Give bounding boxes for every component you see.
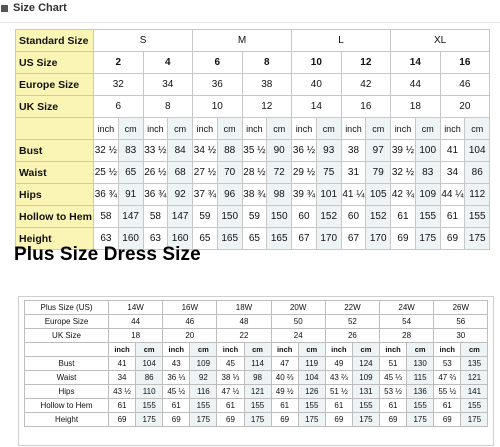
unit-cell: inch [292,118,317,140]
size-cell: 36 [193,74,243,96]
measurement-cell: 110 [136,385,163,399]
size-cell: 6 [94,96,144,118]
table-row [25,385,488,399]
measurement-cell: 98 [244,371,271,385]
table-row [16,184,490,206]
measurement-cell: 35 ½ [242,140,267,162]
measurement-cell: 170 [316,228,341,250]
measurement-cell: 155 [298,399,325,413]
size-group-cell: L [292,30,391,52]
measurement-cell: 43 ½ [109,385,136,399]
measurement-cell: 101 [316,184,341,206]
measurement-cell: 175 [244,413,271,427]
measurement-cell: 25 ½ [94,162,119,184]
measurement-cell: 47 [271,357,298,371]
measurement-cell: 90 [267,140,292,162]
table-row [25,371,488,385]
size-cell: 12 [341,52,391,74]
measurement-cell: 104 [298,371,325,385]
measurement-cell: 175 [352,413,379,427]
measurement-cell: 86 [136,371,163,385]
measurement-cell: 175 [298,413,325,427]
unit-cell: inch [217,343,244,357]
plus-size-title: Plus Size Dress Size [14,244,201,265]
measurement-cell: 34 [109,371,136,385]
measurement-cell: 155 [136,399,163,413]
measurement-cell: 34 ½ [193,140,218,162]
table-row [25,301,488,315]
measurement-cell: 69 [271,413,298,427]
measurement-cell: 105 [366,184,391,206]
measurement-cell: 69 [325,413,352,427]
size-cell: 10 [193,96,243,118]
measurement-cell: 175 [136,413,163,427]
measurement-cell: 27 ½ [193,162,218,184]
measurement-cell: 96 [217,184,242,206]
measurement-cell: 135 [461,357,488,371]
row-label: Waist [25,371,109,385]
size-cell: 46 [163,315,217,329]
table-row [25,343,488,357]
blank-cell [25,343,109,357]
measurement-cell: 61 [434,399,461,413]
size-cell: 18 [391,96,441,118]
size-group-cell: XL [391,30,490,52]
row-label: Europe Size [16,74,94,96]
measurement-cell: 69 [109,413,136,427]
measurement-cell: 55 ½ [434,385,461,399]
unit-cell: cm [217,118,242,140]
unit-cell: cm [316,118,341,140]
measurement-cell: 79 [366,162,391,184]
measurement-cell: 88 [217,140,242,162]
unit-cell: cm [407,343,434,357]
measurement-cell: 60 [292,206,317,228]
unit-cell: inch [193,118,218,140]
size-cell: 38 [242,74,292,96]
size-cell: 6 [193,52,243,74]
measurement-cell: 65 [193,228,218,250]
header-divider [0,22,500,23]
measurement-cell: 44 ¼ [440,184,465,206]
measurement-cell: 53 [434,357,461,371]
measurement-cell: 150 [267,206,292,228]
measurement-cell: 51 [380,357,407,371]
measurement-cell: 70 [217,162,242,184]
measurement-cell: 36 ½ [292,140,317,162]
unit-cell: cm [190,343,217,357]
measurement-cell: 60 [341,206,366,228]
unit-cell: cm [136,343,163,357]
unit-cell: inch [143,118,168,140]
measurement-cell: 32 ½ [94,140,119,162]
measurement-cell: 131 [352,385,379,399]
measurement-cell: 97 [366,140,391,162]
row-label: Europe Size [25,315,109,329]
measurement-cell: 136 [407,385,434,399]
measurement-cell: 152 [316,206,341,228]
measurement-cell: 72 [267,162,292,184]
measurement-cell: 33 ½ [143,140,168,162]
measurement-cell: 36 ¾ [94,184,119,206]
measurement-cell: 75 [316,162,341,184]
size-cell: 32 [94,74,144,96]
measurement-cell: 121 [244,385,271,399]
measurement-cell: 104 [136,357,163,371]
unit-cell: inch [94,118,119,140]
unit-cell: inch [434,343,461,357]
measurement-cell: 115 [407,371,434,385]
size-cell: 18W [217,301,271,315]
measurement-cell: 112 [465,184,490,206]
size-cell: 56 [434,315,488,329]
measurement-cell: 61 [380,399,407,413]
size-cell: 44 [391,74,441,96]
unit-cell: inch [109,343,136,357]
row-label: Bust [25,357,109,371]
unit-cell: inch [163,343,190,357]
measurement-cell: 175 [190,413,217,427]
table-row [16,74,490,96]
size-cell: 26 [325,329,379,343]
measurement-cell: 93 [316,140,341,162]
measurement-cell: 155 [407,399,434,413]
size-cell: 14W [109,301,163,315]
measurement-cell: 109 [190,357,217,371]
row-label: UK Size [25,329,109,343]
row-label: Hips [25,385,109,399]
size-cell: 54 [380,315,434,329]
table-row [16,30,490,52]
size-cell: 20 [163,329,217,343]
measurement-cell: 98 [267,184,292,206]
size-cell: 10 [292,52,342,74]
size-cell: 16 [440,52,490,74]
table-row [16,206,490,228]
unit-cell: cm [298,343,325,357]
table-row [25,357,488,371]
unit-cell: cm [168,118,193,140]
size-cell: 24W [380,301,434,315]
table-row [25,315,488,329]
measurement-cell: 28 ½ [242,162,267,184]
measurement-cell: 45 [217,357,244,371]
measurement-cell: 69 [391,228,416,250]
measurement-cell: 83 [415,162,440,184]
measurement-cell: 49 [325,357,352,371]
measurement-cell: 61 [440,206,465,228]
measurement-cell: 165 [267,228,292,250]
measurement-cell: 165 [217,228,242,250]
measurement-cell: 38 ⅓ [217,371,244,385]
size-cell: 48 [217,315,271,329]
unit-cell: cm [267,118,292,140]
measurement-cell: 47 ½ [217,385,244,399]
measurement-cell: 51 ½ [325,385,352,399]
measurement-cell: 104 [465,140,490,162]
measurement-cell: 155 [415,206,440,228]
unit-cell: cm [244,343,271,357]
size-cell: 52 [325,315,379,329]
measurement-cell: 155 [190,399,217,413]
row-label: Hollow to Hem [25,399,109,413]
unit-cell: cm [366,118,391,140]
table-row [16,140,490,162]
size-cell: 26W [434,301,488,315]
measurement-cell: 61 [325,399,352,413]
size-cell: 20W [271,301,325,315]
measurement-cell: 32 ½ [391,162,416,184]
size-chart-title: Size Chart [13,2,67,15]
size-chart-heading [1,2,161,18]
blank-cell [16,118,94,140]
measurement-cell: 92 [190,371,217,385]
measurement-cell: 36 ⅓ [163,371,190,385]
size-cell: 2 [94,52,144,74]
plus-size-table [24,300,488,427]
measurement-cell: 61 [391,206,416,228]
measurement-cell: 34 [440,162,465,184]
measurement-cell: 160 [168,228,193,250]
measurement-cell: 155 [461,399,488,413]
measurement-cell: 39 ¾ [292,184,317,206]
measurement-cell: 37 ¾ [193,184,218,206]
measurement-cell: 58 [143,206,168,228]
measurement-cell: 116 [190,385,217,399]
unit-cell: inch [440,118,465,140]
size-cell: 34 [143,74,193,96]
measurement-cell: 109 [415,184,440,206]
size-cell: 22 [217,329,271,343]
measurement-cell: 61 [271,399,298,413]
table-row [25,329,488,343]
measurement-cell: 175 [461,413,488,427]
size-group-cell: S [94,30,193,52]
measurement-cell: 63 [143,228,168,250]
unit-cell: inch [380,343,407,357]
measurement-cell: 65 [118,162,143,184]
measurement-cell: 41 [440,140,465,162]
measurement-cell: 100 [415,140,440,162]
measurement-cell: 91 [118,184,143,206]
size-cell: 8 [242,52,292,74]
measurement-cell: 38 [341,140,366,162]
table-row [16,52,490,74]
row-label: Hips [16,184,94,206]
measurement-cell: 41 ¼ [341,184,366,206]
unit-cell: cm [352,343,379,357]
measurement-cell: 47 ⅔ [434,371,461,385]
unit-cell: cm [415,118,440,140]
measurement-cell: 84 [168,140,193,162]
measurement-cell: 31 [341,162,366,184]
unit-cell: inch [242,118,267,140]
row-label: US Size [16,52,94,74]
unit-cell: inch [391,118,416,140]
measurement-cell: 63 [94,228,119,250]
measurement-cell: 130 [407,357,434,371]
measurement-cell: 155 [352,399,379,413]
measurement-cell: 65 [242,228,267,250]
measurement-cell: 175 [407,413,434,427]
measurement-cell: 67 [292,228,317,250]
measurement-cell: 49 ½ [271,385,298,399]
measurement-cell: 121 [461,371,488,385]
size-cell: 50 [271,315,325,329]
measurement-cell: 68 [168,162,193,184]
measurement-cell: 126 [298,385,325,399]
size-chart-table [15,29,490,250]
size-group-cell: M [193,30,292,52]
measurement-cell: 58 [94,206,119,228]
measurement-cell: 109 [352,371,379,385]
unit-cell: inch [325,343,352,357]
size-cell: 30 [434,329,488,343]
measurement-cell: 61 [217,399,244,413]
measurement-cell: 41 [109,357,136,371]
measurement-cell: 40 ⅔ [271,371,298,385]
size-cell: 22W [325,301,379,315]
measurement-cell: 147 [118,206,143,228]
measurement-cell: 42 ¾ [391,184,416,206]
measurement-cell: 36 ¾ [143,184,168,206]
measurement-cell: 69 [217,413,244,427]
measurement-cell: 86 [465,162,490,184]
measurement-cell: 124 [352,357,379,371]
measurement-cell: 175 [465,228,490,250]
size-cell: 28 [380,329,434,343]
measurement-cell: 67 [341,228,366,250]
measurement-cell: 61 [163,399,190,413]
size-cell: 8 [143,96,193,118]
unit-cell: cm [118,118,143,140]
measurement-cell: 29 ½ [292,162,317,184]
table-row [16,118,490,140]
measurement-cell: 69 [163,413,190,427]
size-cell: 44 [109,315,163,329]
measurement-cell: 45 ⅓ [380,371,407,385]
measurement-cell: 83 [118,140,143,162]
measurement-cell: 53 ½ [380,385,407,399]
table-row [16,96,490,118]
row-label: Height [25,413,109,427]
size-cell: 16W [163,301,217,315]
measurement-cell: 69 [434,413,461,427]
unit-cell: inch [341,118,366,140]
measurement-cell: 147 [168,206,193,228]
unit-cell: cm [461,343,488,357]
row-label: UK Size [16,96,94,118]
size-cell: 12 [242,96,292,118]
table-row [25,399,488,413]
measurement-cell: 175 [415,228,440,250]
row-label: Bust [16,140,94,162]
row-label: Height [16,228,94,250]
measurement-cell: 92 [168,184,193,206]
measurement-cell: 155 [244,399,271,413]
measurement-cell: 114 [244,357,271,371]
measurement-cell: 26 ½ [143,162,168,184]
measurement-cell: 69 [440,228,465,250]
measurement-cell: 59 [242,206,267,228]
row-label: Waist [16,162,94,184]
measurement-cell: 141 [461,385,488,399]
measurement-cell: 160 [118,228,143,250]
size-cell: 18 [109,329,163,343]
row-label: Plus Size (US) [25,301,109,315]
measurement-cell: 38 ¾ [242,184,267,206]
measurement-cell: 61 [109,399,136,413]
bullet-icon [1,5,8,12]
table-row [16,162,490,184]
size-cell: 24 [271,329,325,343]
row-label: Standard Size [16,30,94,52]
size-cell: 16 [341,96,391,118]
measurement-cell: 150 [217,206,242,228]
size-cell: 40 [292,74,342,96]
measurement-cell: 43 [163,357,190,371]
size-cell: 4 [143,52,193,74]
measurement-cell: 43 ⅔ [325,371,352,385]
measurement-cell: 45 ½ [163,385,190,399]
measurement-cell: 69 [380,413,407,427]
row-label: Hollow to Hem [16,206,94,228]
measurement-cell: 39 ½ [391,140,416,162]
measurement-cell: 119 [298,357,325,371]
size-cell: 14 [391,52,441,74]
size-cell: 46 [440,74,490,96]
unit-cell: cm [465,118,490,140]
measurement-cell: 59 [193,206,218,228]
size-cell: 42 [341,74,391,96]
measurement-cell: 152 [366,206,391,228]
measurement-cell: 170 [366,228,391,250]
size-cell: 14 [292,96,342,118]
size-cell: 20 [440,96,490,118]
unit-cell: inch [271,343,298,357]
measurement-cell: 155 [465,206,490,228]
table-row [25,413,488,427]
